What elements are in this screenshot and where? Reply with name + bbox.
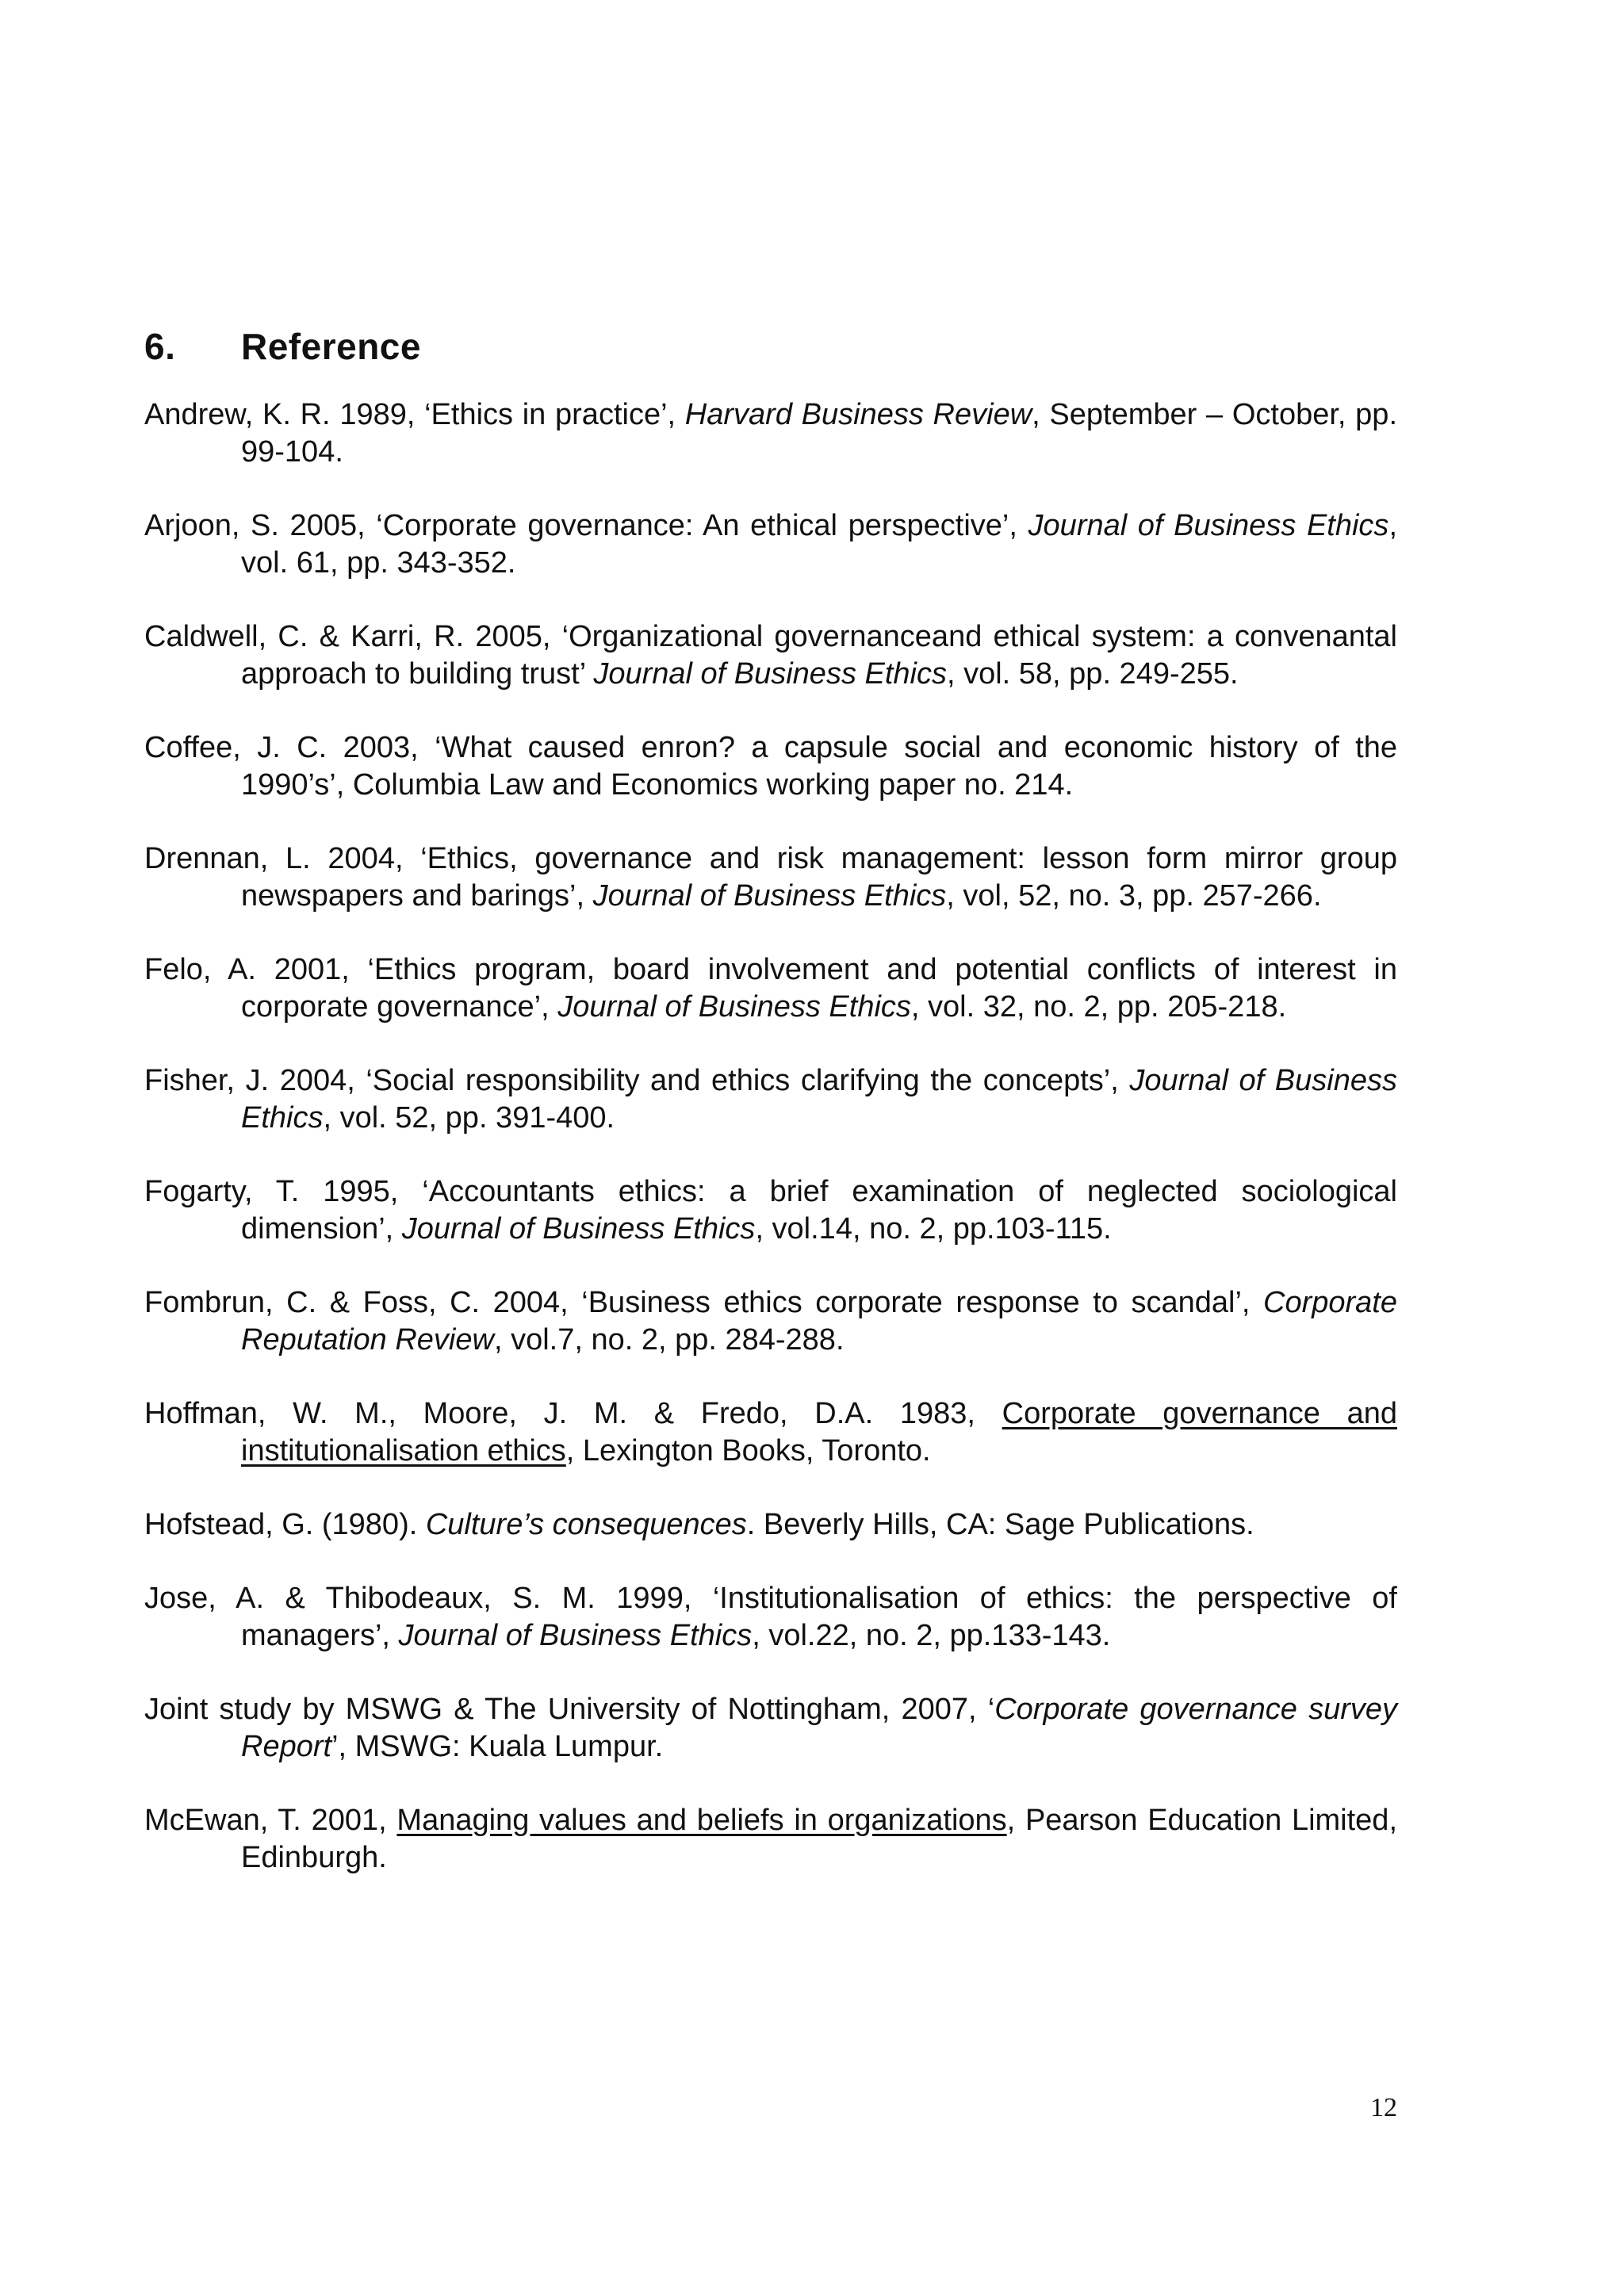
reference-text: , vol. 32, no. 2, pp. 205-218.	[910, 990, 1287, 1024]
reference-text: Fisher, J. 2004, ‘Social responsibility and ethics clarifying the concepts’,	[144, 1064, 1130, 1097]
reference-text: , vol.14, no. 2, pp.103-115.	[755, 1212, 1112, 1246]
reference-text: , vol.22, no. 2, pp.133-143.	[752, 1619, 1111, 1652]
reference-text: , Lexington Books, Toronto.	[565, 1434, 931, 1468]
reference-entry	[144, 951, 1397, 1026]
reference-text: , vol.7, no. 2, pp. 284-288.	[493, 1323, 845, 1357]
reference-text: Fogarty, T. 1995, ‘Accountants ethics: a brief examination of neglected sociological dimension’,	[144, 1175, 1397, 1246]
italic-title: Journal of Business Ethics	[1028, 509, 1389, 542]
reference-text: Joint study by MSWG & The University of Nottingham, 2007, ‘	[144, 1693, 995, 1726]
reference-entry	[144, 1691, 1397, 1766]
reference-entry	[144, 1580, 1397, 1655]
italic-title: Culture’s consequences	[425, 1508, 747, 1541]
italic-title: Journal of Business Ethics	[401, 1212, 756, 1246]
reference-text: Caldwell, C. & Karri, R. 2005, ‘Organizational governanceand ethical system: a convenantal approach to building trust’	[144, 620, 1397, 691]
italic-title: Harvard Business Review	[684, 398, 1032, 431]
reference-text: Jose, A. & Thibodeaux, S. M. 1999, ‘Institutionalisation of ethics: the perspective of managers’,	[144, 1582, 1397, 1652]
italic-title: Journal of Business Ethics	[398, 1619, 753, 1652]
reference-entry	[144, 507, 1397, 582]
reference-text: ’, MSWG: Kuala Lumpur.	[331, 1730, 664, 1763]
underlined-title: Corporate governance and institutionalisation ethics	[241, 1397, 1397, 1468]
reference-entry	[144, 1802, 1397, 1877]
reference-entry	[144, 396, 1397, 471]
reference-text: McEwan, T. 2001,	[144, 1804, 397, 1837]
reference-entry	[144, 1506, 1397, 1544]
reference-entry	[144, 840, 1397, 915]
reference-text: Andrew, K. R. 1989, ‘Ethics in practice’,	[144, 398, 685, 431]
reference-entry	[144, 1062, 1397, 1137]
reference-text: Drennan, L. 2004, ‘Ethics, governance and risk management: lesson form mirror group newspapers and barings’,	[144, 842, 1397, 913]
underlined-title: Managing values and beliefs in organizations	[396, 1804, 1007, 1837]
reference-entry	[144, 729, 1397, 804]
reference-entry	[144, 618, 1397, 693]
reference-text: , vol. 58, pp. 249-255.	[946, 657, 1239, 691]
section-title: Reference	[241, 326, 421, 367]
reference-entry	[144, 1284, 1397, 1359]
reference-text: Coffee, J. C. 2003, ‘What caused enron? a capsule social and economic history of the 1990’s’, Columbia Law and Economics working paper no. 214.	[144, 731, 1397, 802]
reference-text: Fombrun, C. & Foss, C. 2004, ‘Business ethics corporate response to scandal’,	[144, 1286, 1264, 1319]
reference-text: . Beverly Hills, CA: Sage Publications.	[746, 1508, 1254, 1541]
italic-title: Journal of Business Ethics	[593, 657, 947, 691]
italic-title: Corporate governance survey Report	[241, 1693, 1398, 1763]
reference-entry	[144, 1173, 1397, 1248]
italic-title: Corporate Reputation Review	[241, 1286, 1397, 1357]
page-number: 12	[1370, 2093, 1397, 2122]
section-number: 6.	[144, 326, 176, 367]
reference-text: Arjoon, S. 2005, ‘Corporate governance: An ethical perspective’,	[144, 509, 1028, 542]
reference-text: Felo, A. 2001, ‘Ethics program, board involvement and potential conflicts of interest in corporate governance’,	[144, 953, 1397, 1024]
reference-text: , September – October, pp. 99-104.	[241, 398, 1398, 469]
italic-title: Journal of Business Ethics	[241, 1064, 1397, 1135]
reference-text: Hofstead, G. (1980).	[144, 1508, 426, 1541]
reference-text: , vol. 61, pp. 343-352.	[241, 509, 1397, 580]
reference-text: Hoffman, W. M., Moore, J. M. & Fredo, D.A. 1983,	[144, 1397, 1002, 1430]
reference-text: , Pearson Education Limited, Edinburgh.	[241, 1804, 1397, 1874]
section-heading	[144, 325, 421, 368]
italic-title: Journal of Business Ethics	[592, 879, 947, 913]
italic-title: Journal of Business Ethics	[557, 990, 911, 1024]
reference-text: , vol, 52, no. 3, pp. 257-266.	[946, 879, 1322, 913]
reference-list	[144, 396, 1397, 1913]
reference-text: , vol. 52, pp. 391-400.	[323, 1101, 615, 1135]
reference-entry	[144, 1395, 1397, 1470]
